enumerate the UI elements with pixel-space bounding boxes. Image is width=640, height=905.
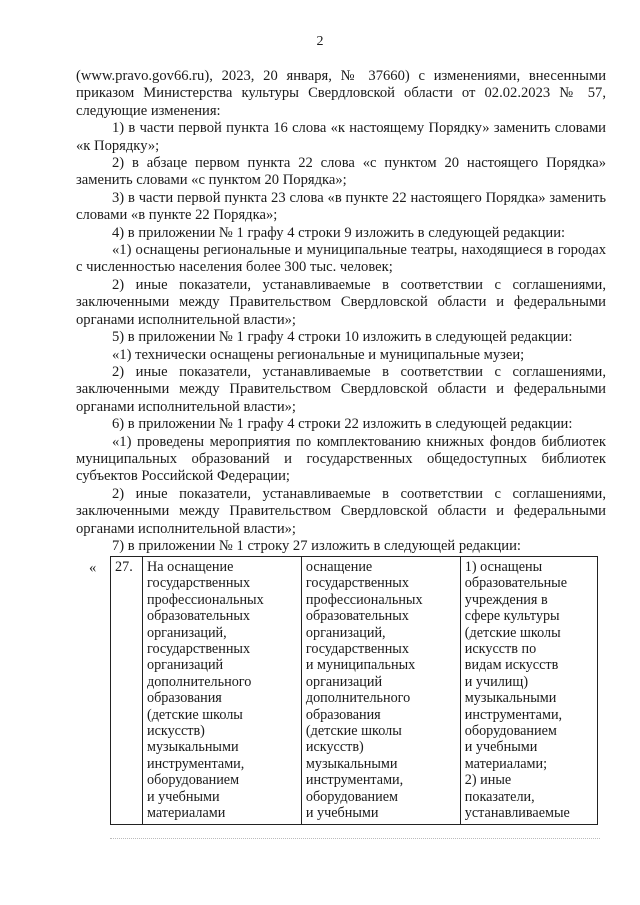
cell-line: профессиональных bbox=[146, 591, 264, 608]
paragraph: «1) оснащены региональные и муниципальные театры, находящиеся в городах с численностью населения более 300 тыс. человек; bbox=[76, 242, 606, 276]
cell-line: инструментами, bbox=[305, 772, 404, 789]
cell-line: показатели, bbox=[464, 788, 535, 805]
result-name-cell bbox=[301, 557, 460, 825]
cell-line: профессиональных bbox=[305, 591, 423, 608]
cell-line: учреждения в bbox=[464, 591, 548, 608]
paragraph: 2) иные показатели, устанавливаемые в соответствии с соглашениями, заключенными между Правительством Свердловской области и федеральными органами исполнительной власти»; bbox=[76, 276, 606, 328]
document-body bbox=[76, 68, 606, 555]
cell-line: организаций bbox=[146, 657, 224, 674]
cell-line: организаций bbox=[305, 673, 383, 690]
cell-line: искусств) bbox=[146, 723, 205, 740]
cell-line: искусств по bbox=[464, 641, 537, 658]
page-cut-line bbox=[110, 838, 600, 839]
paragraph: 2) иные показатели, устанавливаемые в соответствии с соглашениями, заключенными между Правительством Свердловской области и федеральными органами исполнительной власти»; bbox=[76, 485, 606, 537]
cell-line: организаций, bbox=[305, 624, 386, 641]
cell-line: образовательные bbox=[464, 575, 567, 592]
cell-line: образования bbox=[146, 690, 222, 707]
cell-line: дополнительного bbox=[146, 673, 252, 690]
paragraph: 2) в абзаце первом пункта 22 слова «с пунктом 20 настоящего Порядка» заменить словами «с пунктом 20 Порядка»; bbox=[76, 155, 606, 189]
cell-line: оборудованием bbox=[464, 723, 557, 740]
cell-line: государственных bbox=[146, 641, 251, 658]
paragraph: «1) проведены мероприятия по комплектованию книжных фондов библиотек муниципальных образований и государственных общедоступных библиотек субъектов Российской Федерации; bbox=[76, 433, 606, 485]
indicator-cell bbox=[460, 557, 597, 825]
paragraph: (www.pravo.gov66.ru), 2023, 20 января, № 37660) с изменениями, внесенными приказом Министерства культуры Свердловской области от 02.02.2023 № 57, следующие изменения: bbox=[76, 68, 606, 119]
cell-line: и учебными bbox=[305, 805, 379, 822]
cell-line: образовательных bbox=[305, 608, 409, 625]
cell-line: дополнительного bbox=[305, 690, 411, 707]
paragraph: 6) в приложении № 1 графу 4 строки 22 изложить в следующей редакции: bbox=[112, 416, 573, 433]
cell-line: и училищ) bbox=[464, 673, 529, 690]
cell-line: и учебными bbox=[146, 788, 220, 805]
paragraph: 5) в приложении № 1 графу 4 строки 10 изложить в следующей редакции: bbox=[112, 329, 573, 346]
cell-line: государственных bbox=[146, 575, 251, 592]
paragraph: «1) технически оснащены региональные и муниципальные музеи; bbox=[112, 346, 525, 363]
paragraph: 2) иные показатели, устанавливаемые в соответствии с соглашениями, заключенными между Правительством Свердловской области и федеральными органами исполнительной власти»; bbox=[76, 363, 606, 415]
cell-line: инструментами, bbox=[464, 706, 563, 723]
cell-line: На оснащение bbox=[146, 559, 234, 575]
cell-line: государственных bbox=[305, 575, 409, 592]
cell-line: организаций, bbox=[146, 624, 227, 641]
cell-line: материалами; bbox=[464, 755, 548, 772]
cell-line: и учебными bbox=[464, 739, 538, 756]
cell-line: искусств) bbox=[305, 739, 364, 756]
amendment-table bbox=[110, 556, 598, 825]
cell-line: и муниципальных bbox=[305, 657, 416, 674]
cell-line: устанавливаемые bbox=[464, 805, 570, 822]
cell-line: 1) оснащены bbox=[464, 559, 543, 575]
cell-line: (детские школы bbox=[146, 706, 243, 723]
paragraph: 4) в приложении № 1 графу 4 строки 9 изложить в следующей редакции: bbox=[112, 224, 566, 241]
cell-line: инструментами, bbox=[146, 755, 245, 772]
table-open-quote: « bbox=[89, 560, 97, 576]
cell-line: видам искусств bbox=[464, 657, 559, 674]
cell-line: оборудованием bbox=[146, 772, 240, 789]
cell-line: музыкальными bbox=[464, 690, 557, 707]
cell-line: (детские школы bbox=[464, 624, 561, 641]
cell-line: образовательных bbox=[146, 608, 251, 625]
cell-line: сфере культуры bbox=[464, 608, 560, 625]
paragraph: 7) в приложении № 1 строку 27 изложить в следующей редакции: bbox=[112, 537, 521, 554]
cell-line: оснащение bbox=[305, 559, 373, 575]
paragraph: 1) в части первой пункта 16 слова «к настоящему Порядку» заменить словами «к Порядку»; bbox=[76, 120, 606, 154]
table-row bbox=[111, 557, 598, 825]
cell-line: музыкальными bbox=[146, 739, 239, 756]
cell-line: оборудованием bbox=[305, 788, 398, 805]
paragraph: 3) в части первой пункта 23 слова «в пункте 22 настоящего Порядка» заменить словами «в пункте 22 Порядка»; bbox=[76, 189, 606, 224]
cell-line: образования bbox=[305, 706, 381, 723]
cell-line: (детские школы bbox=[305, 723, 402, 740]
cell-line: государственных bbox=[305, 641, 409, 658]
page-number: 2 bbox=[316, 34, 324, 49]
cell-line: музыкальными bbox=[305, 755, 398, 772]
cell-line: 2) иные bbox=[464, 772, 512, 789]
measure-name-cell bbox=[142, 557, 301, 825]
cell-line: материалами bbox=[146, 805, 226, 822]
row-number-cell: 27. bbox=[111, 557, 143, 825]
